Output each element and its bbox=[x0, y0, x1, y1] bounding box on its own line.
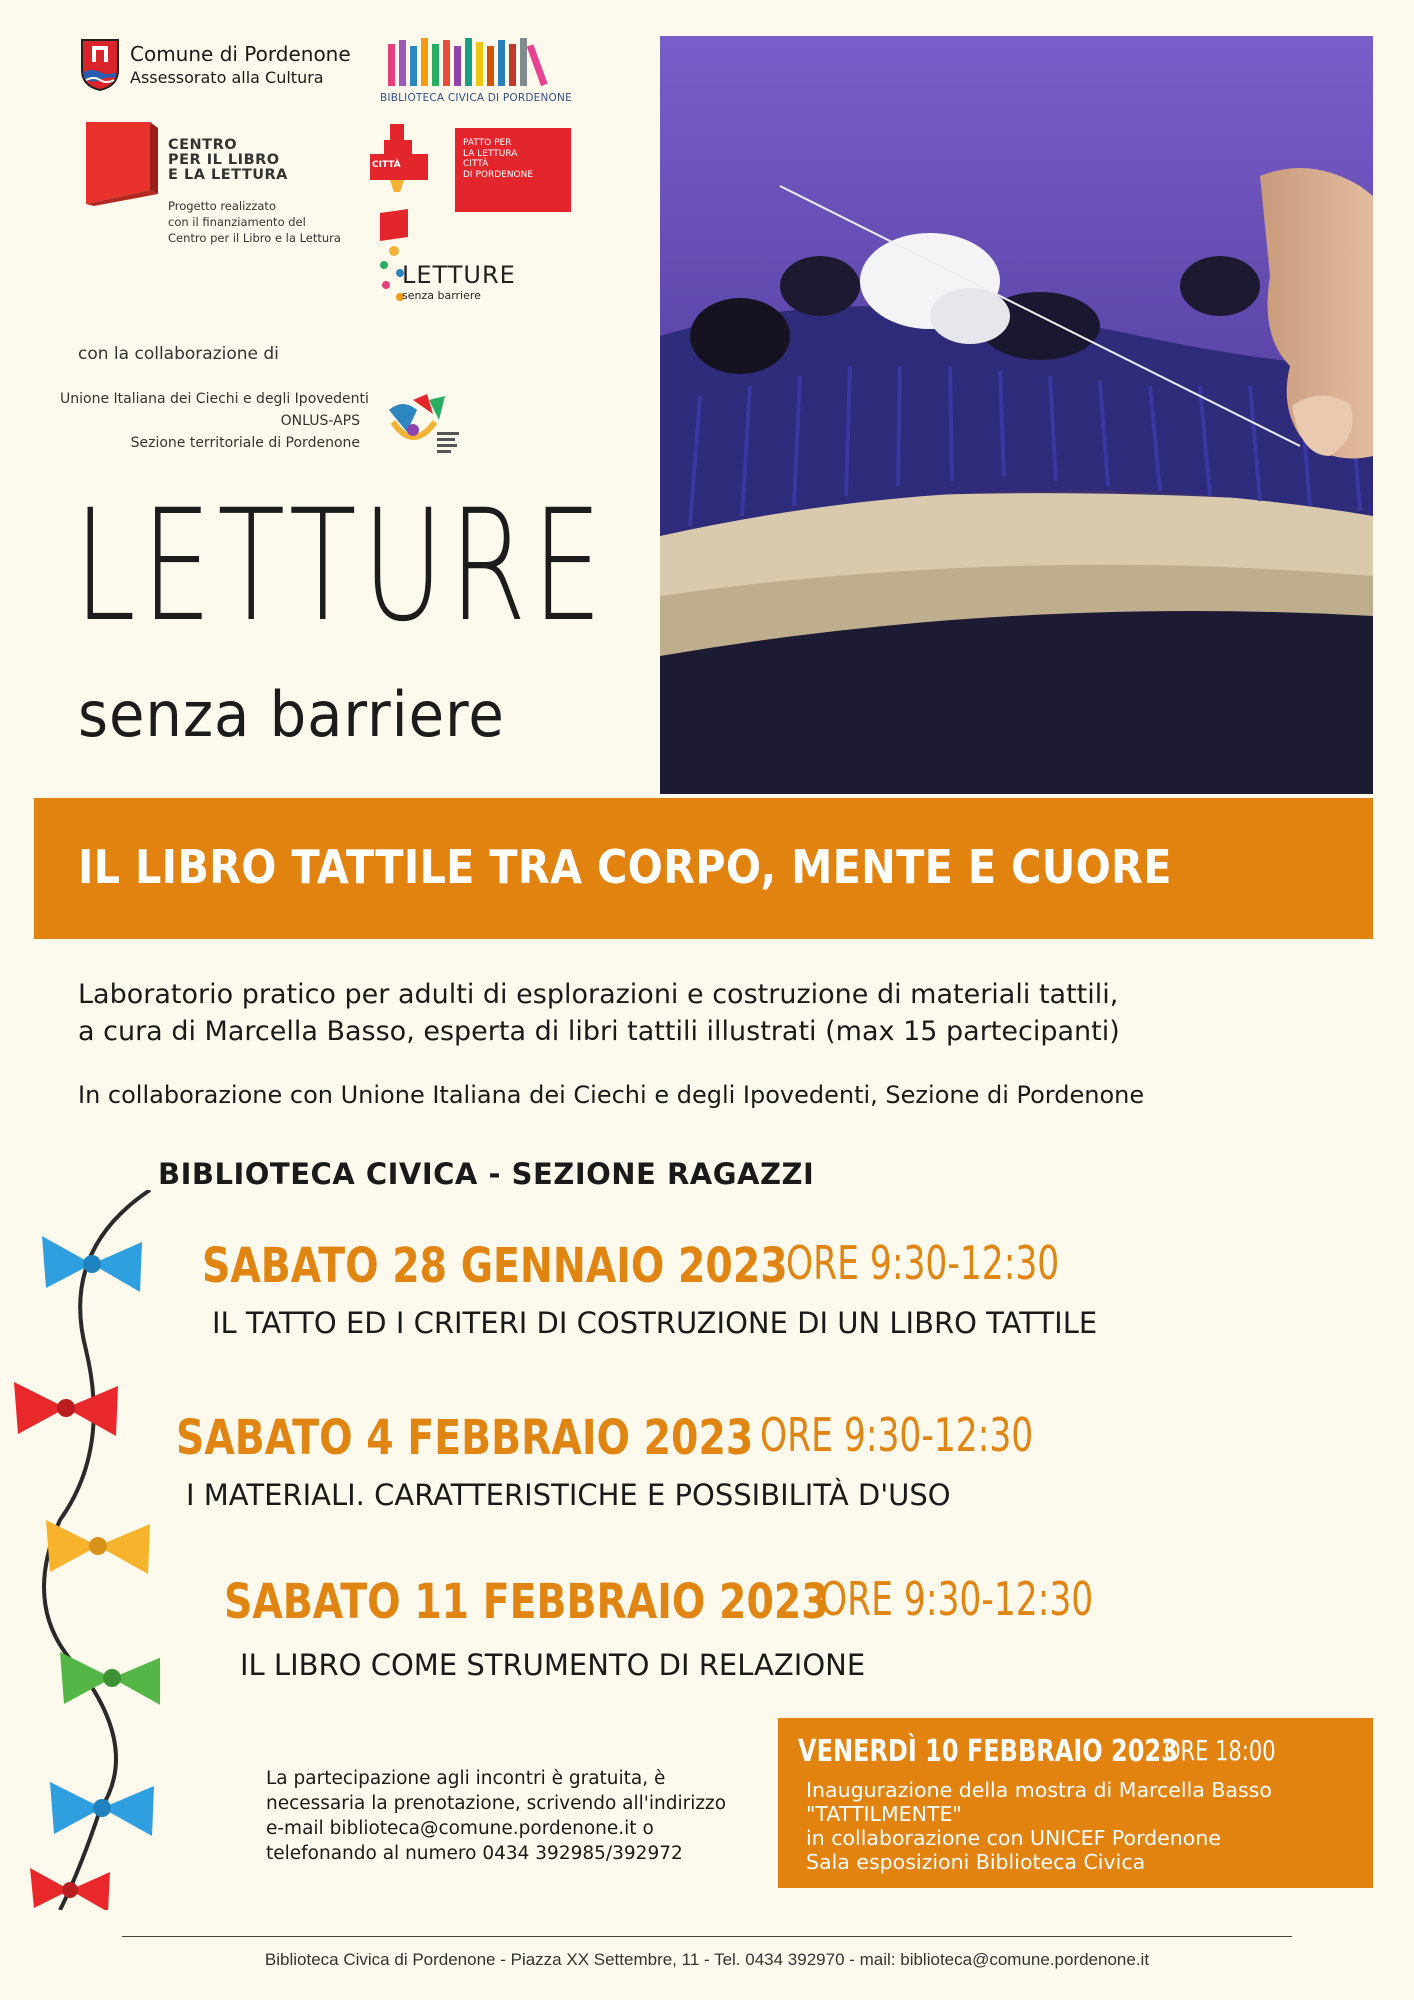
bow-icon bbox=[14, 1382, 118, 1436]
participation-info: La partecipazione agli incontri è gratuita, è necessaria la prenotazione, scrivendo all'indirizzo e-mail biblioteca@comune.pordenone.it o telefonando al numero 0434 392985/392972 bbox=[266, 1768, 727, 1864]
collaboration-line: In collaborazione con Unione Italiana dei Ciechi e degli Ipovedenti, Sezione di Pordenone bbox=[78, 1081, 1145, 1109]
special-event-details: Inaugurazione della mostra di Marcella Basso "TATTILMENTE" in collaborazione con UNICEF Pordenone Sala esposizioni Biblioteca Civica bbox=[806, 1778, 1272, 1874]
event-2-date: SABATO 4 FEBBRAIO 2023 bbox=[176, 1410, 754, 1466]
bow-icon bbox=[50, 1782, 154, 1836]
bow-icon bbox=[42, 1236, 142, 1292]
city-icon bbox=[370, 122, 428, 194]
citta-label: CITTÀ bbox=[372, 160, 401, 170]
event-1-time: ORE 9:30-12:30 bbox=[786, 1236, 1060, 1290]
letture-senza-barriere-logo bbox=[366, 205, 516, 315]
special-event-time: ORE 18:00 bbox=[1164, 1734, 1276, 1767]
comune-name: Comune di Pordenone bbox=[130, 42, 351, 66]
event-1-date: SABATO 28 GENNAIO 2023 bbox=[202, 1238, 788, 1294]
citta-che-legge-logo bbox=[370, 122, 428, 194]
event-3-topic: IL LIBRO COME STRUMENTO DI RELAZIONE bbox=[240, 1648, 866, 1682]
comune-logo bbox=[78, 36, 351, 98]
uici-logo-icon bbox=[383, 392, 463, 468]
event-2-topic: I MATERIALI. CARATTERISTICHE E POSSIBILITÀ D'USO bbox=[186, 1478, 951, 1512]
comune-subtitle: Assessorato alla Cultura bbox=[130, 68, 324, 87]
comune-crest-icon bbox=[78, 36, 122, 92]
book-red-icon bbox=[80, 120, 160, 206]
cepell-description: Progetto realizzato con il finanziamento del Centro per il Libro e la Lettura bbox=[168, 199, 341, 245]
event-3-date: SABATO 11 FEBBRAIO 2023 bbox=[224, 1574, 829, 1630]
patto-lettura-logo bbox=[455, 128, 571, 212]
letture-small-subtitle: senza barriere bbox=[402, 289, 481, 302]
books-icon bbox=[386, 36, 562, 86]
biblioteca-name: BIBLIOTECA CIVICA DI PORDENONE bbox=[380, 92, 572, 104]
special-event-box bbox=[778, 1718, 1373, 1888]
letture-small-title: LETTURE bbox=[402, 261, 516, 289]
uici-name: Unione Italiana dei Ciechi e degli Ipovedenti ONLUS-APS Sezione territoriale di Pordenone bbox=[60, 391, 369, 451]
cepell-name: CENTRO PER IL LIBRO E LA LETTURA bbox=[168, 137, 288, 183]
main-title: LETTURE bbox=[74, 477, 608, 656]
bow-icon bbox=[60, 1652, 160, 1706]
title-banner bbox=[34, 798, 1373, 939]
tactile-book-photo bbox=[660, 36, 1373, 794]
special-event-date: VENERDÌ 10 FEBBRAIO 2023 bbox=[798, 1734, 1178, 1769]
event-1-topic: IL TATTO ED I CRITERI DI COSTRUZIONE DI UN LIBRO TATTILE bbox=[212, 1306, 1098, 1340]
cepell-logo bbox=[80, 120, 340, 250]
banner-title: IL LIBRO TATTILE TRA CORPO, MENTE E CUORE bbox=[78, 840, 1172, 894]
main-subtitle: senza barriere bbox=[78, 678, 505, 751]
event-3-time: ORE 9:30-12:30 bbox=[820, 1572, 1094, 1626]
biblioteca-logo bbox=[380, 36, 570, 110]
footer-contact: Biblioteca Civica di Pordenone - Piazza XX Settembre, 11 - Tel. 0434 392970 - mail: biblioteca@comune.pordenone.it bbox=[264, 1950, 1150, 1969]
workshop-description: Laboratorio pratico per adulti di esplorazioni e costruzione di materiali tattili, a cura di Marcella Basso, esperta di libri tattili illustrati (max 15 partecipanti) bbox=[78, 979, 1120, 1047]
patto-text: PATTO PER LA LETTURA CITTÀ DI PORDENONE bbox=[463, 138, 534, 180]
bow-icon bbox=[30, 1868, 110, 1910]
bow-icon bbox=[46, 1520, 150, 1574]
section-heading: BIBLIOTECA CIVICA - SEZIONE RAGAZZI bbox=[158, 1157, 815, 1191]
event-2-time: ORE 9:30-12:30 bbox=[760, 1408, 1034, 1462]
footer-divider bbox=[122, 1936, 1292, 1937]
collaboration-intro: con la collaborazione di bbox=[78, 344, 279, 364]
bow-garland-decoration bbox=[0, 1190, 160, 1910]
